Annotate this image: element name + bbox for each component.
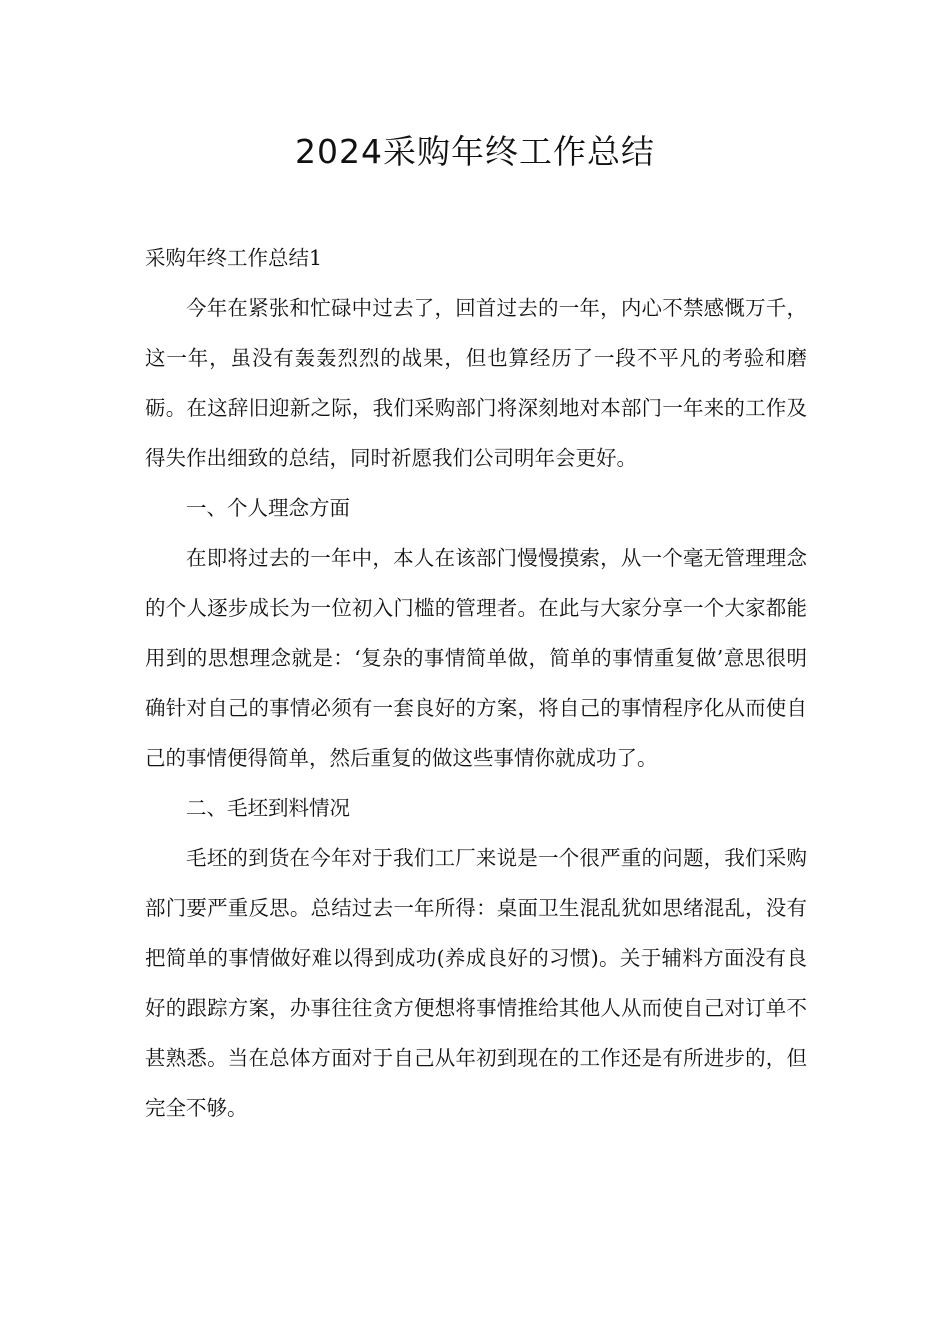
document-body [145, 233, 807, 1133]
personal-philosophy-paragraph: 在即将过去的一年中，本人在该部门慢慢摸索，从一个毫无管理理念的个人逐步成长为一位初入门槛的管理者。在此与大家分享一个大家都能用到的思想理念就是：‘复杂的事情简单做，简单的事情重复做’意思很明确针对自己的事情必须有一套良好的方案，将自己的事情程序化从而使自己的事情便得简单，然后重复的做这些事情你就成功了。 [145, 546, 807, 770]
heading-personal-philosophy: 一、个人理念方面 [186, 496, 350, 520]
document-title: 2024采购年终工作总结 [295, 132, 655, 171]
heading-blank-arrival: 二、毛坯到料情况 [186, 796, 350, 820]
section-title: 采购年终工作总结1 [145, 246, 323, 270]
intro-paragraph: 今年在紧张和忙碌中过去了，回首过去的一年，内心不禁感慨万千，这一年，虽没有轰轰烈烈的战果，但也算经历了一段不平凡的考验和磨砺。在这辞旧迎新之际，我们采购部门将深刻地对本部门一年来的工作及得失作出细致的总结，同时祈愿我们公司明年会更好。 [145, 296, 807, 470]
blank-arrival-paragraph: 毛坯的到货在今年对于我们工厂来说是一个很严重的问题，我们采购部门要严重反思。总结过去一年所得：桌面卫生混乱犹如思绪混乱，没有把简单的事情做好难以得到成功(养成良好的习惯)。关于辅料方面没有良好的跟踪方案，办事往往贪方便想将事情推给其他人从而使自己对订单不甚熟悉。当在总体方面对于自己从年初到现在的工作还是有所进步的，但完全不够。 [145, 846, 807, 1120]
